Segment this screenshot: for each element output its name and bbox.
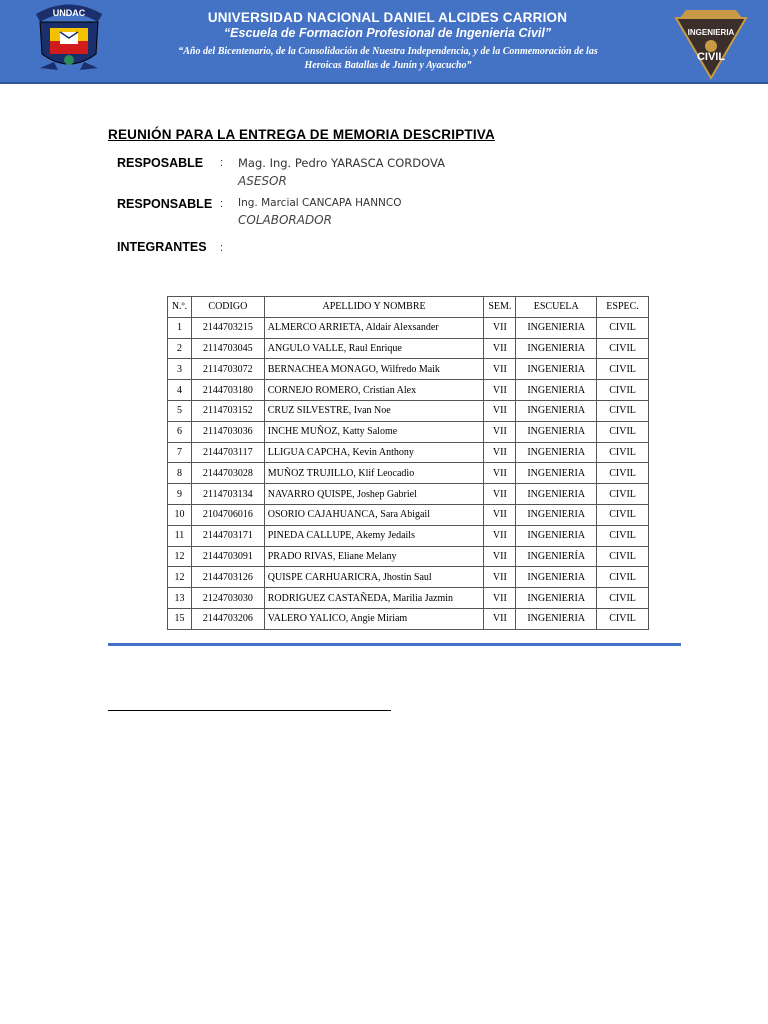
responsable2-role: COLABORADOR	[238, 213, 332, 227]
cell-number: 3	[168, 359, 192, 380]
cell-code: 2144703206	[191, 608, 264, 629]
cell-school: INGENIERIA	[516, 504, 597, 525]
cell-school: INGENIERÍA	[516, 546, 597, 567]
cell-name: INCHE MUÑOZ, Katty Salome	[264, 421, 484, 442]
cell-specialty: CIVIL	[597, 421, 649, 442]
cell-semester: VII	[484, 380, 516, 401]
cell-school: INGENIERIA	[516, 463, 597, 484]
table-row	[168, 442, 649, 463]
table-row	[168, 338, 649, 359]
table-row	[168, 588, 649, 609]
cell-number: 11	[168, 525, 192, 546]
cell-name: LLIGUA CAPCHA, Kevin Anthony	[264, 442, 484, 463]
year-motto-line2: Heroicas Batallas de Junín y Ayacucho”	[304, 60, 472, 71]
cell-code: 2144703215	[191, 317, 264, 338]
cell-school: INGENIERIA	[516, 567, 597, 588]
table-row	[168, 463, 649, 484]
table-row	[168, 608, 649, 629]
table-row	[168, 400, 649, 421]
cell-code: 2144703091	[191, 546, 264, 567]
cell-number: 6	[168, 421, 192, 442]
table-row	[168, 504, 649, 525]
cell-school: INGENIERIA	[516, 400, 597, 421]
table-row	[168, 359, 649, 380]
responsable2-name: Ing. Marcial CANCAPA HANNCO	[238, 197, 402, 209]
cell-school: INGENIERIA	[516, 525, 597, 546]
cell-code: 2114703045	[191, 338, 264, 359]
school-name: “Escuela de Formacion Profesional de Ingenieria Civil”	[223, 26, 552, 40]
cell-semester: VII	[484, 608, 516, 629]
table-row	[168, 484, 649, 505]
cell-semester: VII	[484, 338, 516, 359]
cell-semester: VII	[484, 421, 516, 442]
cell-number: 13	[168, 588, 192, 609]
cell-number: 1	[168, 317, 192, 338]
table-row	[168, 567, 649, 588]
cell-name: RODRIGUEZ CASTAÑEDA, Marilia Jazmin	[264, 588, 484, 609]
cell-specialty: CIVIL	[597, 338, 649, 359]
cell-number: 2	[168, 338, 192, 359]
students-table-body	[168, 317, 649, 629]
cell-name: OSORIO CAJAHUANCA, Sara Abigail	[264, 504, 484, 525]
cell-name: PRADO RIVAS, Eliane Melany	[264, 546, 484, 567]
cell-semester: VII	[484, 567, 516, 588]
cell-semester: VII	[484, 317, 516, 338]
integrantes-colon: :	[220, 242, 224, 254]
table-row	[168, 525, 649, 546]
cell-semester: VII	[484, 504, 516, 525]
page-header	[0, 0, 768, 84]
responsable2-label: RESPONSABLE	[117, 197, 213, 211]
cell-semester: VII	[484, 525, 516, 546]
cell-specialty: CIVIL	[597, 567, 649, 588]
cell-code: 2114703152	[191, 400, 264, 421]
cell-school: INGENIERIA	[516, 608, 597, 629]
cell-specialty: CIVIL	[597, 463, 649, 484]
cell-semester: VII	[484, 484, 516, 505]
col-header-number: N.º.	[168, 297, 192, 318]
cell-number: 12	[168, 546, 192, 567]
cell-specialty: CIVIL	[597, 442, 649, 463]
cell-code: 2144703028	[191, 463, 264, 484]
year-motto	[118, 45, 658, 73]
section-divider	[108, 643, 681, 646]
cell-code: 2144703126	[191, 567, 264, 588]
cell-name: NAVARRO QUISPE, Joshep Gabriel	[264, 484, 484, 505]
cell-school: INGENIERIA	[516, 442, 597, 463]
cell-school: INGENIERIA	[516, 359, 597, 380]
cell-specialty: CIVIL	[597, 608, 649, 629]
cell-number: 5	[168, 400, 192, 421]
col-header-specialty: ESPEC.	[597, 297, 649, 318]
cell-semester: VII	[484, 442, 516, 463]
cell-name: CRUZ SILVESTRE, Ivan Noe	[264, 400, 484, 421]
cell-school: INGENIERIA	[516, 338, 597, 359]
cell-specialty: CIVIL	[597, 504, 649, 525]
table-header-row	[168, 297, 649, 318]
cell-specialty: CIVIL	[597, 380, 649, 401]
undac-logo	[36, 4, 102, 76]
col-header-school: ESCUELA	[516, 297, 597, 318]
responsable2-colon: :	[220, 198, 224, 210]
cell-code: 2104706016	[191, 504, 264, 525]
table-row	[168, 546, 649, 567]
cell-specialty: CIVIL	[597, 400, 649, 421]
cell-number: 9	[168, 484, 192, 505]
cell-school: INGENIERIA	[516, 484, 597, 505]
cell-number: 4	[168, 380, 192, 401]
table-row	[168, 421, 649, 442]
ingenieria-civil-logo	[672, 4, 750, 80]
logo-right-text-top: INGENIERIA	[687, 28, 735, 37]
cell-number: 7	[168, 442, 192, 463]
cell-school: INGENIERIA	[516, 588, 597, 609]
cell-semester: VII	[484, 588, 516, 609]
cell-name: PINEDA CALLUPE, Akemy Jedails	[264, 525, 484, 546]
cell-semester: VII	[484, 546, 516, 567]
cell-code: 2144703117	[191, 442, 264, 463]
responsable1-role: ASESOR	[238, 174, 287, 188]
cell-code: 2114703072	[191, 359, 264, 380]
cell-semester: VII	[484, 400, 516, 421]
cell-number: 8	[168, 463, 192, 484]
col-header-code: CODIGO	[191, 297, 264, 318]
students-table	[167, 296, 649, 630]
signature-line	[108, 710, 391, 711]
cell-specialty: CIVIL	[597, 359, 649, 380]
table-row	[168, 380, 649, 401]
cell-number: 10	[168, 504, 192, 525]
cell-code: 2114703134	[191, 484, 264, 505]
cell-code: 2124703030	[191, 588, 264, 609]
cell-code: 2114703036	[191, 421, 264, 442]
cell-name: VALERO YALICO, Angie Miriam	[264, 608, 484, 629]
cell-specialty: CIVIL	[597, 546, 649, 567]
cell-name: BERNACHEA MONAGO, Wilfredo Maik	[264, 359, 484, 380]
cell-school: INGENIERIA	[516, 317, 597, 338]
integrantes-label: INTEGRANTES	[117, 240, 207, 254]
cell-name: ALMERCO ARRIETA, Aldair Alexsander	[264, 317, 484, 338]
cell-school: INGENIERIA	[516, 421, 597, 442]
responsable1-label: RESPOSABLE	[117, 156, 204, 170]
cell-name: CORNEJO ROMERO, Cristian Alex	[264, 380, 484, 401]
cell-semester: VII	[484, 359, 516, 380]
cell-specialty: CIVIL	[597, 317, 649, 338]
responsable1-colon: :	[220, 157, 224, 169]
university-name: UNIVERSIDAD NACIONAL DANIEL ALCIDES CARRION	[207, 10, 568, 25]
cell-code: 2144703180	[191, 380, 264, 401]
cell-specialty: CIVIL	[597, 484, 649, 505]
cell-name: ANGULO VALLE, Raul Enrique	[264, 338, 484, 359]
cell-specialty: CIVIL	[597, 525, 649, 546]
cell-semester: VII	[484, 463, 516, 484]
cell-number: 12	[168, 567, 192, 588]
table-row	[168, 317, 649, 338]
logo-left-text: UNDAC	[52, 8, 86, 18]
logo-right-text-bottom: CIVIL	[696, 51, 726, 63]
cell-number: 15	[168, 608, 192, 629]
col-header-semester: SEM.	[484, 297, 516, 318]
year-motto-line1: “Año del Bicentenario, de la Consolidación de Nuestra Independencia, y de la Conmemoración de las	[178, 46, 598, 57]
cell-code: 2144703171	[191, 525, 264, 546]
cell-name: QUISPE CARHUARICRA, Jhostin Saul	[264, 567, 484, 588]
cell-specialty: CIVIL	[597, 588, 649, 609]
cell-school: INGENIERIA	[516, 380, 597, 401]
col-header-name: APELLIDO Y NOMBRE	[264, 297, 484, 318]
cell-name: MUÑOZ TRUJILLO, Klif Leocadio	[264, 463, 484, 484]
responsable1-name: Mag. Ing. Pedro YARASCA CORDOVA	[238, 156, 445, 170]
document-title: REUNIÓN PARA LA ENTREGA DE MEMORIA DESCRIPTIVA	[108, 127, 495, 142]
